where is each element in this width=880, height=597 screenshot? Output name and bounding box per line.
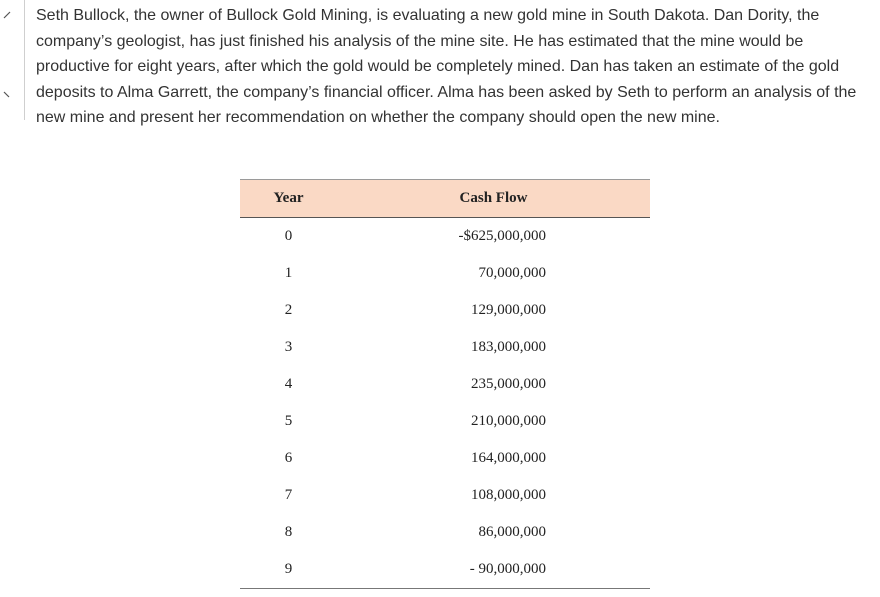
- cash-flow-cell: 183,000,000: [471, 339, 546, 355]
- cash-flow-cell: 164,000,000: [471, 450, 546, 466]
- cash-flow-cell: 129,000,000: [471, 302, 546, 318]
- year-header: Year: [240, 180, 337, 218]
- cash-flow-header: Cash Flow: [337, 180, 650, 218]
- chevron-up-icon[interactable]: [0, 6, 22, 22]
- year-cell: 6: [284, 450, 293, 466]
- year-cell: 0: [284, 228, 293, 244]
- year-cell: 5: [284, 413, 293, 429]
- table-row: [240, 329, 650, 366]
- table-row: [240, 403, 650, 440]
- table-row: [240, 514, 650, 551]
- side-nav-rail: [0, 0, 25, 120]
- cash-flow-table-container: [240, 179, 650, 589]
- year-cell: 4: [284, 376, 293, 392]
- table-row: [240, 292, 650, 329]
- year-cell: 2: [284, 302, 293, 318]
- table-row: [240, 440, 650, 477]
- year-cell: 1: [284, 265, 293, 281]
- cash-flow-cell: -$625,000,000: [458, 228, 546, 244]
- cash-flow-cell: - 90,000,000: [337, 551, 650, 589]
- question-text: Seth Bullock, the owner of Bullock Gold Mining, is evaluating a new gold mine in South Dakota. Dan Dority, the company’s geologist, has just finished his analysis of the mine site. He has estimated that the mine would be productive for eight years, after which the gold would be completely mined. Dan has taken an estimate of the gold deposits to Alma Garrett, the company’s financial officer. Alma has been asked by Seth to perform an analysis of the new mine and present her recommendation on whether the company should open the new mine.: [36, 7, 857, 126]
- table-body: [240, 218, 650, 589]
- year-cell: 7: [284, 487, 293, 503]
- cash-flow-cell: 108,000,000: [471, 487, 546, 503]
- cash-flow-cell: 210,000,000: [471, 413, 546, 429]
- year-cell: 9: [240, 551, 337, 589]
- cash-flow-cell: 86,000,000: [478, 524, 546, 540]
- cash-flow-table: [240, 179, 650, 589]
- year-cell: 3: [284, 339, 293, 355]
- table-row: [240, 255, 650, 292]
- table-header-row: [240, 180, 650, 218]
- table-row: [240, 218, 650, 256]
- cash-flow-cell: 70,000,000: [478, 265, 546, 281]
- table-row: [240, 366, 650, 403]
- table-row: [240, 551, 650, 589]
- table-row: [240, 477, 650, 514]
- year-cell: 8: [284, 524, 293, 540]
- cash-flow-cell: 235,000,000: [471, 376, 546, 392]
- chevron-down-icon[interactable]: [0, 86, 22, 102]
